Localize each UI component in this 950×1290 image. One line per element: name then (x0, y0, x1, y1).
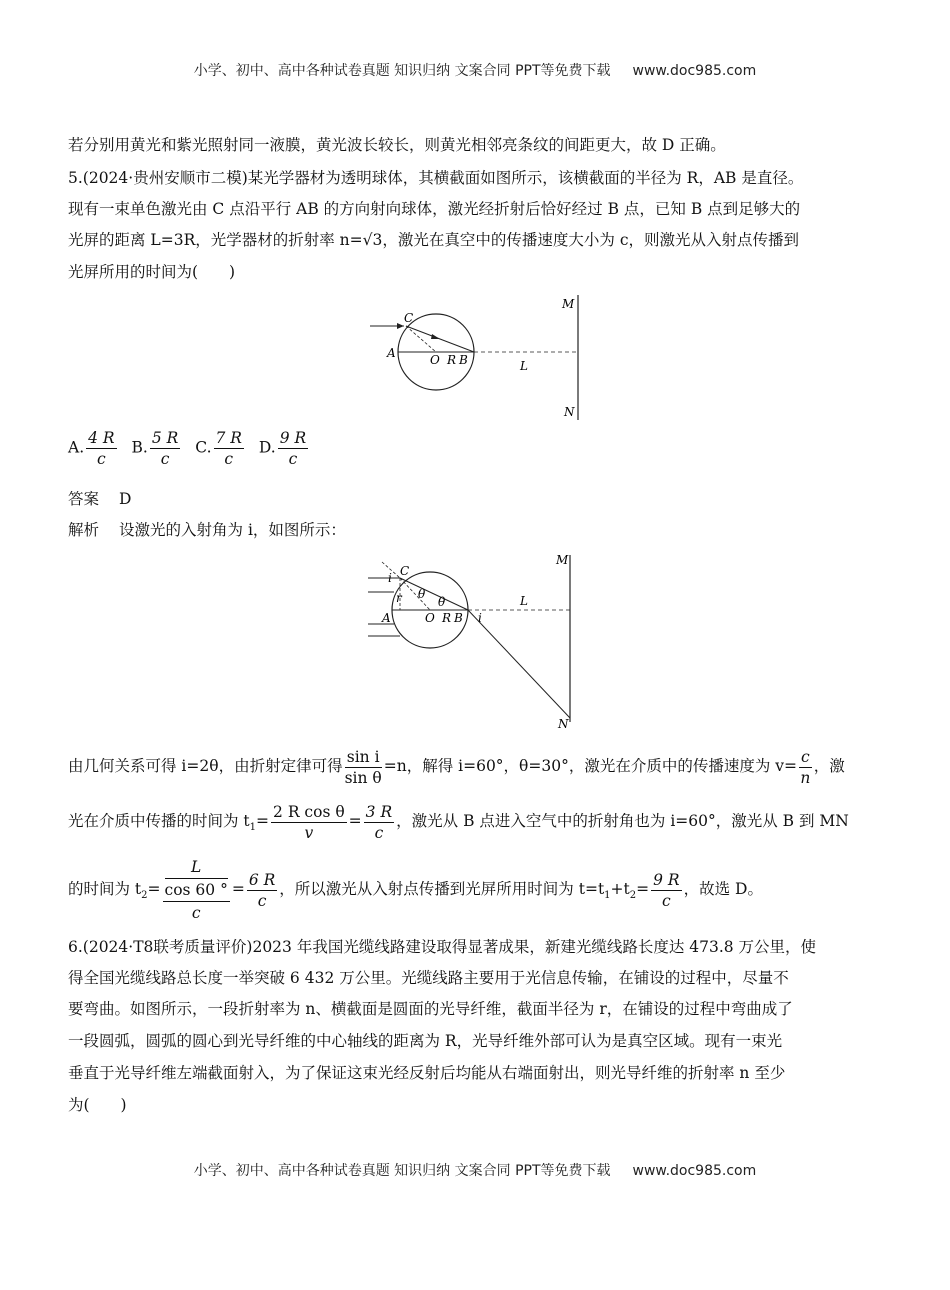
label-r: R (447, 353, 457, 367)
q6-line6: 为( ) (68, 1096, 127, 1114)
label-b-2: B (454, 611, 463, 625)
refracted-ray-2 (400, 578, 468, 610)
label-n: N (564, 405, 575, 419)
options-row (68, 428, 318, 469)
q6-line1: 6.(2024·T8联考质量评价)2023 年我国光缆线路建设取得显著成果，新建光缆线路长度达 473.8 万公里，使 (68, 938, 817, 956)
label-a-2: A (382, 611, 391, 625)
exit-ray (468, 610, 570, 718)
solution-line3: 的时间为 $t_2=$ $\frac{\frac{L}{\cos 60 ^\circ}}{c}$ = $\frac{6 R}{c}$ ，所以激光从入射点传播到光屏所用时间为 $t=t_1+t_2=$ $\frac{9 R}{c}$ ，故选 D。 (68, 858, 763, 922)
q6-line2: 得全国光缆线路总长度一举突破 6 432 万公里。光缆线路主要用于光信息传输，在铺设的过程中，尽量不 (68, 969, 789, 987)
label-n-2: N (558, 717, 569, 730)
header-text: 小学、初中、高中各种试卷真题 知识归纳 文案合同 PPT等免费下载 (193, 63, 611, 79)
label-l: L (520, 359, 528, 373)
analysis-text: 设激光的入射角为 i，如图所示： (119, 521, 346, 539)
label-o: O (430, 353, 440, 367)
label-b: B (459, 353, 468, 367)
answer-label: 答案 (68, 490, 100, 508)
q5-line3-a: 光屏的距离 L=3R，光学器材的折射率 n= (68, 231, 363, 249)
page-footer (0, 1160, 950, 1180)
analysis-label: 解析 (68, 521, 100, 539)
q5-line4: 光屏所用的时间为( ) (68, 263, 236, 281)
label-theta-2: θ (438, 595, 446, 609)
solution-line2: 光在介质中传播的时间为 $t_1=$ $\frac{\text{2 R cos θ}}{v}$ = $\frac{3 R}{c}$ ，激光从 B 点进入空气中的折射角也为 i=60°，激光从 B 到 MN (68, 802, 849, 842)
solution-line1: 由几何关系可得 i=2θ，由折射定律可得 $\frac{\text{sin i}}{\text{sin θ}}$ =n，解得 i=60°，θ=30°，激光在介质中的传播速度为 v= $\frac{c}{n}$ ，激 (68, 747, 845, 787)
option-d[interactable]: D. $\frac{9 R}{c}$ (258, 429, 307, 468)
sqrt3: √3 (362, 231, 383, 249)
option-a[interactable]: A. $\frac{4 R}{c}$ (68, 429, 115, 468)
q5-line3-b: ，激光在真空中的传播速度大小为 c，则激光从入射点传播到 (382, 231, 800, 249)
label-o-2: O (425, 611, 435, 625)
label-theta-1: θ (418, 587, 426, 601)
page-header (0, 60, 950, 80)
option-c[interactable]: C. $\frac{7 R}{c}$ (195, 429, 242, 468)
label-a: A (387, 346, 396, 360)
q6-line4: 一段圆弧，圆弧的圆心到光导纤维的中心轴线的距离为 R，光导纤维外部可认为是真空区域。现有一束光 (68, 1032, 783, 1050)
para-prev-answer: 若分别用黄光和紫光照射同一液膜，黄光波长较长，则黄光相邻亮条纹的间距更大，故 D 正确。 (68, 136, 726, 154)
label-c-2: C (400, 564, 410, 578)
label-l-2: L (520, 594, 528, 608)
label-r-2: R (442, 611, 452, 625)
radius-oc-2 (400, 578, 430, 610)
label-m: M (562, 297, 575, 311)
label-m-2: M (556, 553, 569, 567)
label-r-angle: r (396, 591, 402, 605)
footer-url[interactable]: www.doc985.com (632, 1163, 757, 1179)
q5-line3 (68, 229, 888, 251)
analysis-line (68, 519, 888, 541)
label-i-2: i (478, 611, 482, 625)
refracted-arrow (431, 334, 440, 339)
q6-line5: 垂直于光导纤维左端截面射入，为了保证这束光经反射后均能从右端面射出，则光导纤维的折射率 n 至少 (68, 1064, 786, 1082)
answer-line (68, 488, 888, 510)
incident-arrow (397, 323, 404, 329)
q5-line1: 5.(2024·贵州安顺市二模)某光学器材为透明球体，其横截面如图所示，该横截面的半径为 R，AB 是直径。 (68, 169, 804, 187)
answer-value: D (119, 490, 132, 508)
figure-2 (360, 550, 585, 730)
label-c: C (404, 311, 414, 325)
q6-line3: 要弯曲。如图所示，一段折射率为 n、横截面是圆面的光导纤维，截面半径为 r，在铺设的过程中弯曲成了 (68, 1000, 793, 1018)
option-b[interactable]: B. $\frac{5 R}{c}$ (131, 429, 179, 468)
figure-1 (360, 290, 600, 425)
footer-text: 小学、初中、高中各种试卷真题 知识归纳 文案合同 PPT等免费下载 (193, 1163, 611, 1179)
q5-line2: 现有一束单色激光由 C 点沿平行 AB 的方向射向球体，激光经折射后恰好经过 B 点，已知 B 点到足够大的 (68, 200, 801, 218)
label-i-1: i (388, 571, 392, 585)
header-url[interactable]: www.doc985.com (632, 63, 757, 79)
